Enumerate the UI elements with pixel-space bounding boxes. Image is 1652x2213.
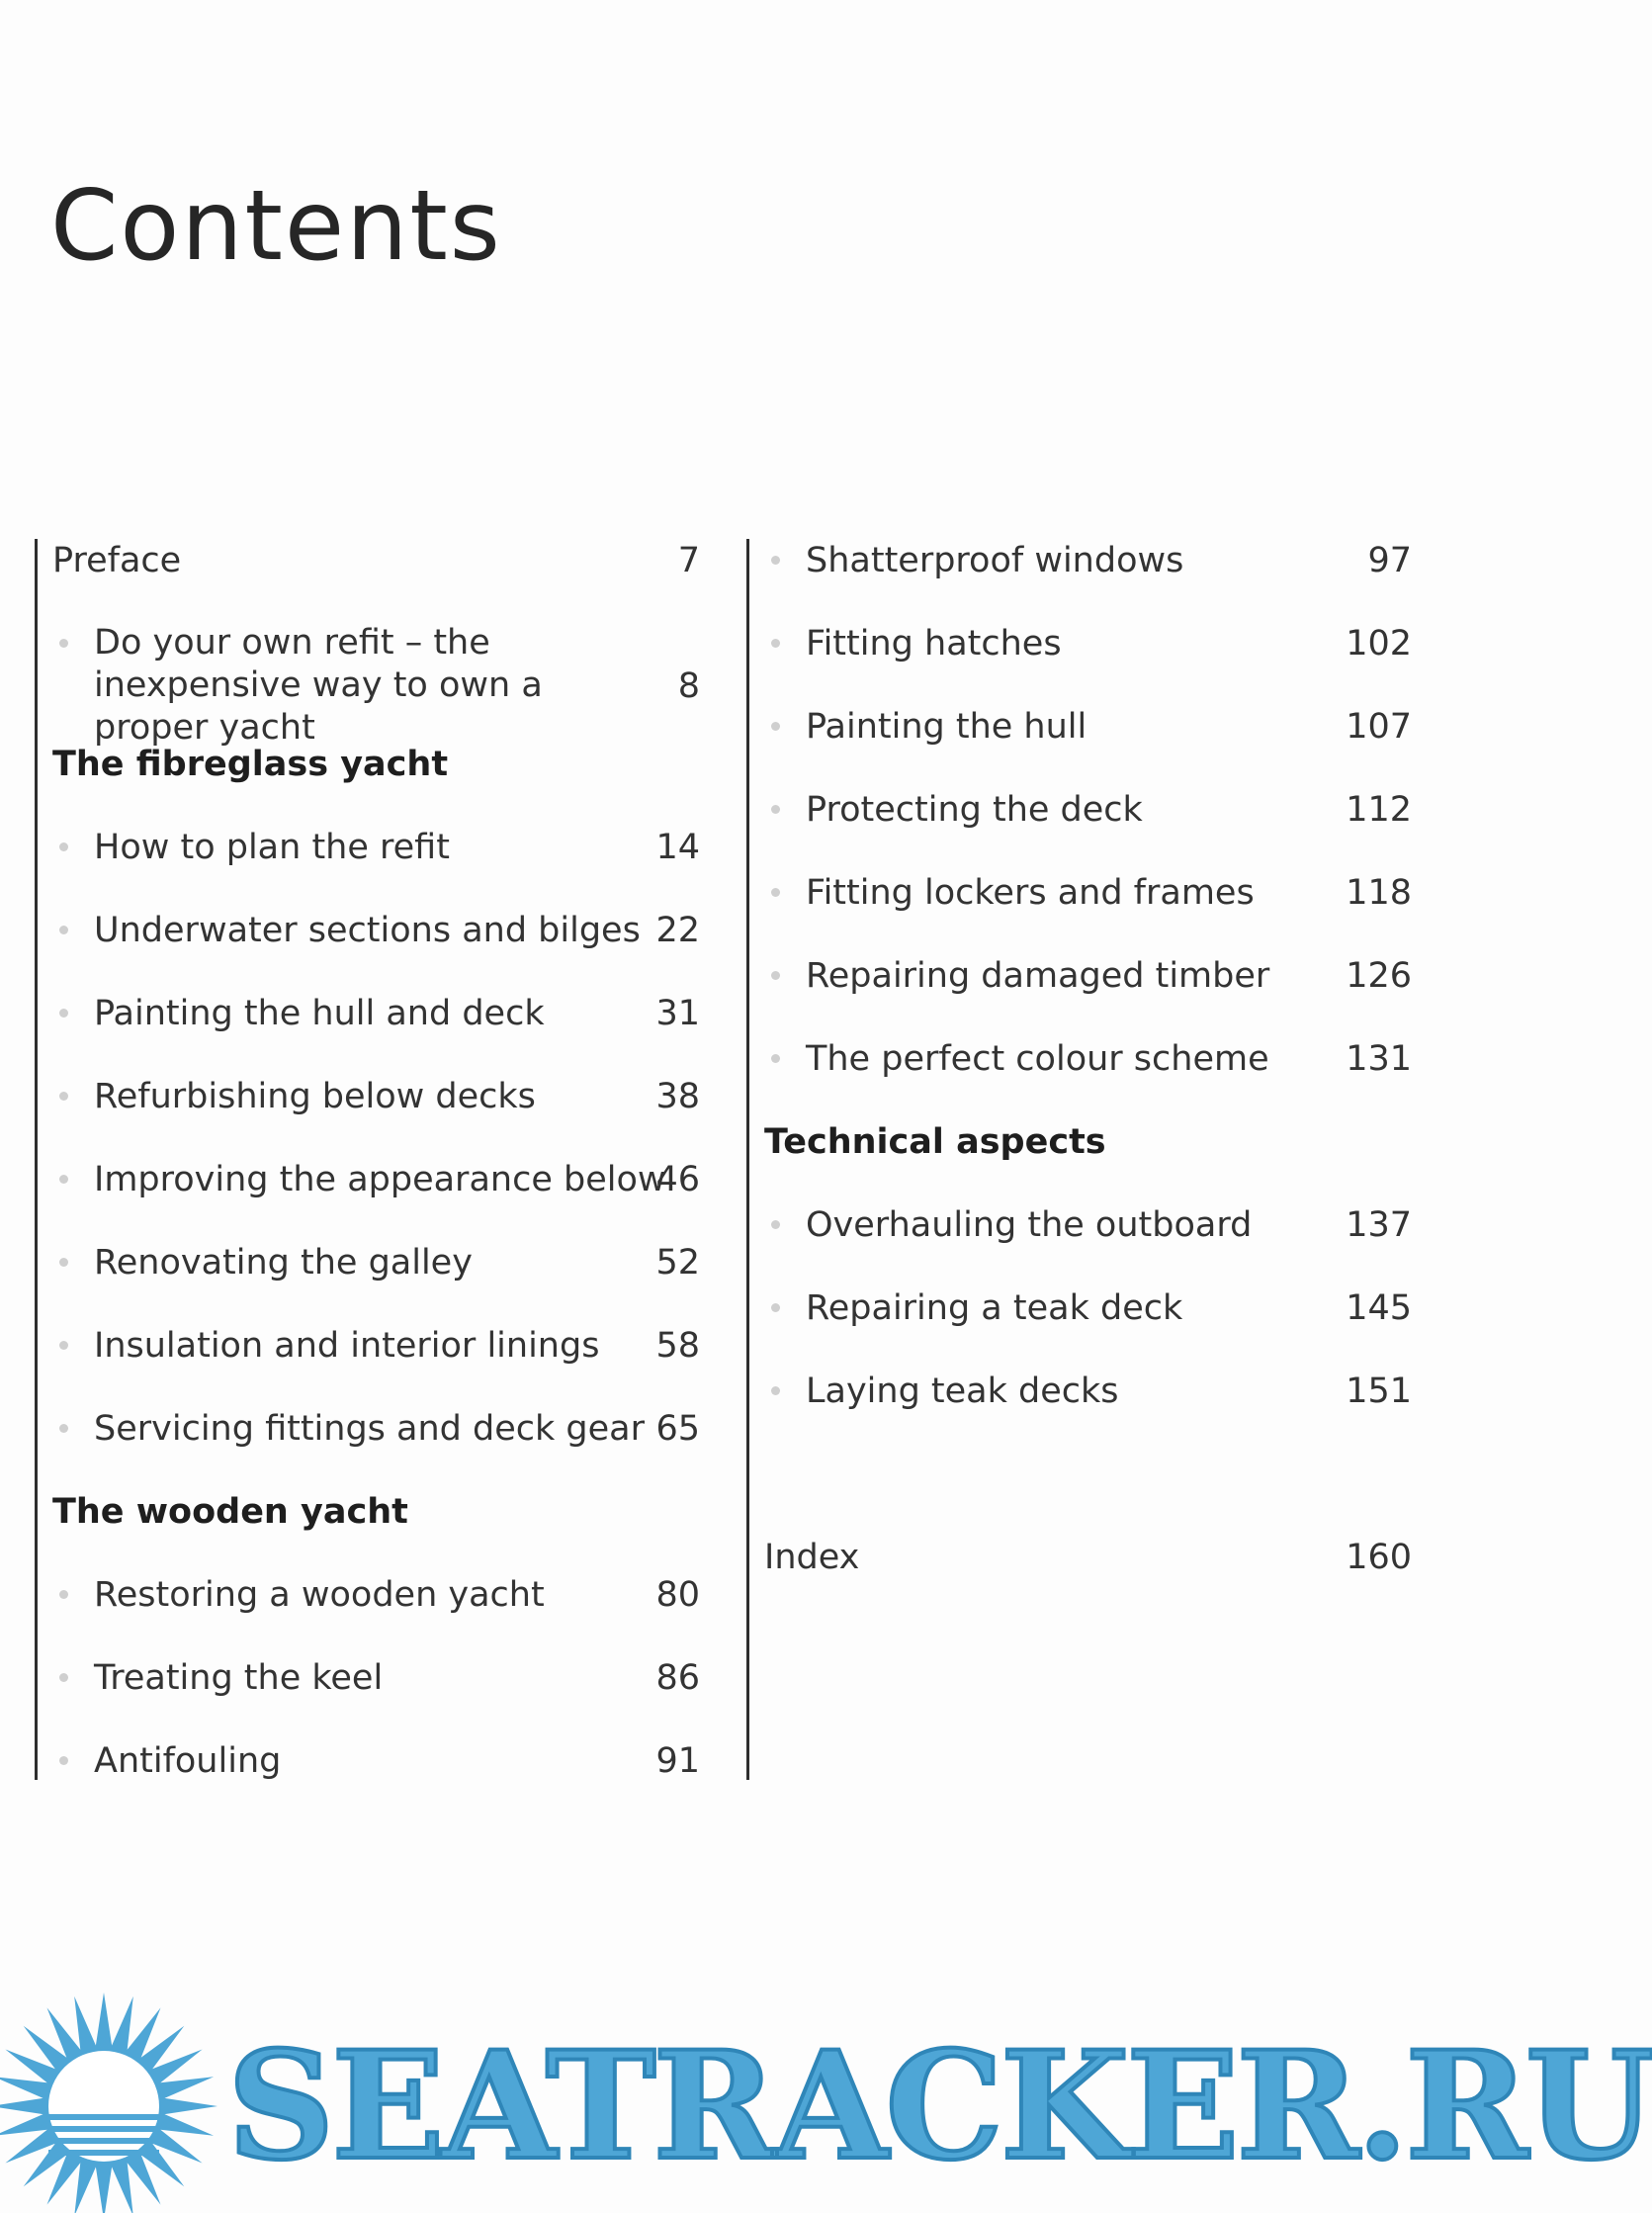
toc-page-number: 151 bbox=[1346, 1372, 1412, 1411]
bullet-icon bbox=[59, 1092, 68, 1101]
toc-entry-title: Insulation and interior linings bbox=[94, 1326, 600, 1366]
toc-entry-title: Painting the hull bbox=[806, 707, 1087, 747]
toc-entry-title: The fibreglass yacht bbox=[52, 745, 449, 784]
toc-entry-title: Restoring a wooden yacht bbox=[94, 1575, 545, 1615]
toc-page-number: 38 bbox=[655, 1077, 700, 1116]
toc-page-number: 112 bbox=[1346, 790, 1412, 830]
toc-entry-title: Preface bbox=[52, 541, 182, 580]
toc-entry-title: Shatterproof windows bbox=[806, 541, 1184, 580]
toc-entry-title: Repairing a teak deck bbox=[806, 1288, 1183, 1328]
toc-page-number: 46 bbox=[655, 1160, 700, 1199]
bullet-icon bbox=[59, 1341, 68, 1350]
toc-entry-title: Painting the hull and deck bbox=[94, 994, 545, 1033]
toc-entry-title: Repairing damaged timber bbox=[806, 956, 1270, 996]
toc-page-number: 102 bbox=[1346, 624, 1412, 664]
toc-entry-title: How to plan the refit bbox=[94, 828, 450, 867]
page-title: Contents bbox=[50, 170, 502, 283]
bullet-icon bbox=[771, 888, 780, 897]
bullet-icon bbox=[771, 1303, 780, 1312]
bullet-icon bbox=[59, 1009, 68, 1018]
bullet-icon bbox=[771, 639, 780, 648]
toc-entry-title: The perfect colour scheme bbox=[806, 1039, 1269, 1079]
bullet-icon bbox=[771, 1386, 780, 1395]
toc-entry-title: Antifouling bbox=[94, 1741, 282, 1781]
toc-page-number: 58 bbox=[655, 1326, 700, 1366]
toc-entry-title: Servicing fittings and deck gear bbox=[94, 1409, 645, 1449]
bullet-icon bbox=[771, 1220, 780, 1229]
toc-entry-title: Laying teak decks bbox=[806, 1372, 1119, 1411]
toc-page-number: 145 bbox=[1346, 1288, 1412, 1328]
bullet-icon bbox=[59, 926, 68, 934]
bullet-icon bbox=[59, 1424, 68, 1433]
toc-entry-title: Refurbishing below decks bbox=[94, 1077, 536, 1116]
toc-entry-title: Renovating the galley bbox=[94, 1243, 473, 1283]
toc-entry-title: Index bbox=[764, 1538, 860, 1577]
bullet-icon bbox=[59, 842, 68, 851]
toc-page-number: 118 bbox=[1346, 873, 1412, 913]
bullet-icon bbox=[771, 1054, 780, 1063]
toc-entry-title: Do your own refit – the inexpensive way to own a proper yacht bbox=[94, 623, 543, 748]
bullet-icon bbox=[771, 971, 780, 980]
toc-page-number: 107 bbox=[1346, 707, 1412, 747]
bullet-icon bbox=[771, 722, 780, 731]
toc-page-number: 31 bbox=[655, 994, 700, 1033]
bullet-icon bbox=[59, 1673, 68, 1682]
bullet-icon bbox=[771, 556, 780, 565]
toc-page-number: 52 bbox=[655, 1243, 700, 1283]
contents-left-column bbox=[35, 539, 700, 1780]
bullet-icon bbox=[771, 805, 780, 814]
bullet-icon bbox=[59, 639, 68, 648]
bullet-icon bbox=[59, 1756, 68, 1765]
toc-entry-title: Treating the keel bbox=[94, 1658, 384, 1698]
toc-page-number: 14 bbox=[655, 828, 700, 867]
toc-page-number: 7 bbox=[677, 541, 700, 580]
toc-entry-title: Overhauling the outboard bbox=[806, 1205, 1253, 1245]
bullet-icon bbox=[59, 1175, 68, 1184]
bullet-icon bbox=[59, 1258, 68, 1267]
bullet-icon bbox=[59, 1590, 68, 1599]
watermark-text: SEATRACKER.RU bbox=[227, 2019, 1652, 2193]
toc-entry-title: Fitting hatches bbox=[806, 624, 1062, 664]
toc-page-number: 160 bbox=[1346, 1538, 1412, 1577]
toc-page-number: 97 bbox=[1367, 541, 1412, 580]
toc-page-number: 126 bbox=[1346, 956, 1412, 996]
toc-page-number: 137 bbox=[1346, 1205, 1412, 1245]
toc-page-number: 8 bbox=[677, 666, 700, 706]
toc-entry-title: Protecting the deck bbox=[806, 790, 1143, 830]
toc-page-number: 91 bbox=[655, 1741, 700, 1781]
toc-entry-title: Improving the appearance below bbox=[94, 1160, 666, 1199]
toc-entry-title: The wooden yacht bbox=[52, 1492, 408, 1532]
toc-page-number: 65 bbox=[655, 1409, 700, 1449]
toc-entry-title: Technical aspects bbox=[764, 1122, 1106, 1162]
toc-page-number: 131 bbox=[1346, 1039, 1412, 1079]
contents-right-column bbox=[746, 539, 1412, 1780]
toc-entry-title: Underwater sections and bilges bbox=[94, 911, 641, 950]
toc-page-number: 80 bbox=[655, 1575, 700, 1615]
toc-page-number: 86 bbox=[655, 1658, 700, 1698]
toc-entry-title: Fitting lockers and frames bbox=[806, 873, 1255, 913]
toc-page-number: 22 bbox=[655, 911, 700, 950]
